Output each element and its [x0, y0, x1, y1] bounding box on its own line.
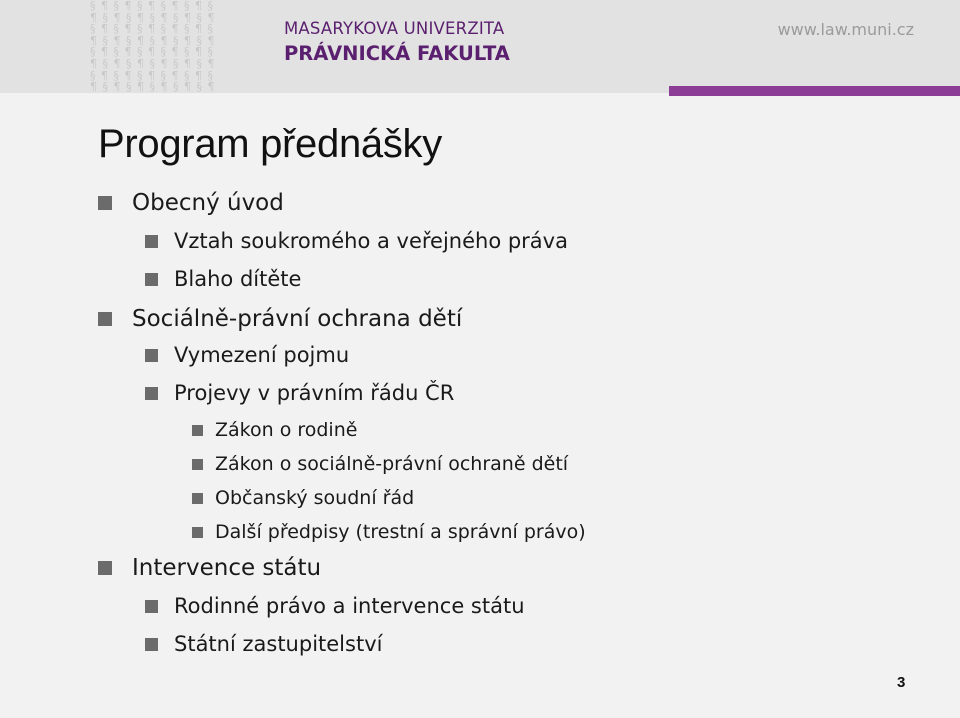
- page-number: 3: [897, 674, 906, 691]
- list-item-text: Projevy v právním řádu ČR: [174, 381, 455, 405]
- square-bullet-icon: [145, 387, 158, 400]
- list-item-text: Další předpisy (trestní a správní právo): [215, 521, 586, 543]
- list-item: [98, 555, 321, 581]
- list-item-text: Blaho dítěte: [174, 267, 302, 291]
- list-item: [145, 381, 454, 405]
- list-item: [192, 487, 414, 509]
- list-item-text: Vztah soukromého a veřejného práva: [174, 229, 568, 253]
- list-item-text: Zákon o sociálně-právní ochraně dětí: [215, 453, 569, 475]
- list-item-text: Státní zastupitelství: [174, 632, 383, 656]
- list-item: [145, 229, 568, 253]
- list-item: [145, 267, 301, 291]
- square-bullet-icon: [98, 561, 112, 575]
- square-bullet-icon: [98, 196, 112, 210]
- list-item-text: Rodinné právo a intervence státu: [174, 594, 525, 618]
- list-item: [145, 343, 349, 367]
- accent-bar: [669, 86, 960, 96]
- square-bullet-icon: [145, 600, 158, 613]
- square-bullet-icon: [192, 459, 203, 470]
- square-bullet-icon: [145, 638, 158, 651]
- square-bullet-icon: [145, 235, 158, 248]
- square-bullet-icon: [145, 349, 158, 362]
- website-url: www.law.muni.cz: [777, 20, 914, 39]
- list-item: [192, 453, 568, 475]
- university-name: MASARYKOVA UNIVERZITA: [284, 19, 505, 38]
- list-item-text: Vymezení pojmu: [174, 343, 350, 367]
- list-item-text: Sociálně-právní ochrana dětí: [132, 306, 463, 332]
- slide-header: [0, 0, 960, 93]
- list-item: [192, 419, 357, 441]
- faculty-name: PRÁVNICKÁ FAKULTA: [284, 42, 510, 65]
- list-item: [98, 190, 284, 216]
- list-item: [98, 306, 462, 332]
- square-bullet-icon: [192, 527, 203, 538]
- list-item-text: Obecný úvod: [132, 190, 284, 216]
- list-item: [192, 521, 586, 543]
- square-bullet-icon: [145, 273, 158, 286]
- list-item-text: Intervence státu: [132, 555, 322, 581]
- list-item: [145, 594, 525, 618]
- square-bullet-icon: [192, 425, 203, 436]
- square-bullet-icon: [192, 493, 203, 504]
- list-item-text: Občanský soudní řád: [215, 487, 415, 509]
- section-sign-pattern: § ¶ § ¶ § ¶ § ¶ § ¶ § ¶ § ¶ § ¶ § ¶ § ¶ § ¶ § ¶ § ¶ § ¶ § ¶ § ¶ § ¶ § ¶ § ¶ § ¶ § ¶ § ¶ § ¶ § ¶ § ¶ § ¶ § ¶ § ¶ § ¶ § ¶ § ¶ § ¶ § ¶ § ¶ § ¶ § ¶ § ¶ § ¶ § ¶ § ¶ § ¶ § ¶ § ¶ § ¶: [90, 0, 216, 92]
- list-item: [145, 632, 382, 656]
- square-bullet-icon: [98, 312, 112, 326]
- slide-title: Program přednášky: [98, 122, 442, 166]
- list-item-text: Zákon o rodině: [215, 419, 358, 441]
